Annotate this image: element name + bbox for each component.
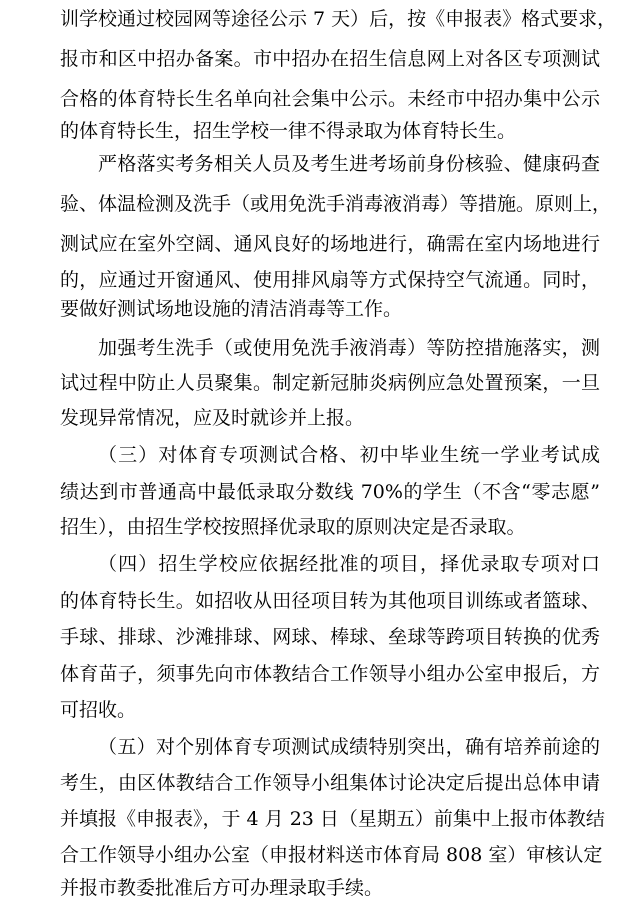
text-line: 并报市教委批准后方可办理录取手续。 [60,877,384,899]
text-line: 的体育特长生。如招收从田径项目转为其他项目训练或者篮球、 [60,590,600,612]
text-line: 合格的体育特长生名单向社会集中公示。未经市中招办集中公示 [60,88,600,110]
text-line: 试过程中防止人员聚集。制定新冠肺炎病例应急处置预案，一旦 [60,372,600,394]
text-line: 合工作领导小组办公室（申报材料送市体育局 808 室）审核认定 [60,844,603,866]
text-line: 绩达到市普通高中最低录取分数线 70%的学生（不含“零志愿” [60,481,600,503]
paragraph-first-line: （三）对体育专项测试合格、初中毕业生统一学业考试成 [98,444,600,466]
text-line: 手球、排球、沙滩排球、网球、棒球、垒球等跨项目转换的优秀 [60,626,600,648]
paragraph-first-line: （五）对个别体育专项测试成绩特别突出，确有培养前途的 [98,736,600,758]
text-line: 体育苗子，须事先向市体教结合工作领导小组办公室申报后，方 [60,663,600,685]
text-line: 测试应在室外空阔、通风良好的场地进行，确需在室内场地进行 [60,233,600,255]
text-line: 的体育特长生，招生学校一律不得录取为体育特长生。 [60,120,517,142]
text-line: 要做好测试场地设施的清洁消毒等工作。 [60,298,403,320]
text-line: 验、体温检测及洗手（或用免洗手消毒液消毒）等措施。原则上， [60,193,612,215]
text-line: 报市和区中招办备案。市中招办在招生信息网上对各区专项测试 [60,48,600,70]
text-line: 发现异常情况，应及时就诊并上报。 [60,407,365,429]
text-line: 训学校通过校园网等途径公示 7 天）后，按《申报表》格式要求， [60,8,617,30]
text-line: 可招收。 [60,699,137,721]
text-line: 并填报《申报表》，于 4 月 23 日（星期五）前集中上报市体教结 [60,808,605,830]
paragraph-first-line: （四）招生学校应依据经批准的项目，择优录取专项对口 [98,553,600,575]
paragraph-first-line: 严格落实考务相关人员及考生进考场前身份核验、健康码查 [98,153,600,175]
paragraph-first-line: 加强考生洗手（或使用免洗手液消毒）等防控措施落实，测 [98,337,600,359]
text-line: 考生，由区体教结合工作领导小组集体讨论决定后提出总体申请 [60,772,600,794]
text-line: 的，应通过开窗通风、使用排风扇等方式保持空气流通。同时， [60,269,600,291]
text-line: 招生），由招生学校按照择优录取的原则决定是否录取。 [60,516,526,538]
